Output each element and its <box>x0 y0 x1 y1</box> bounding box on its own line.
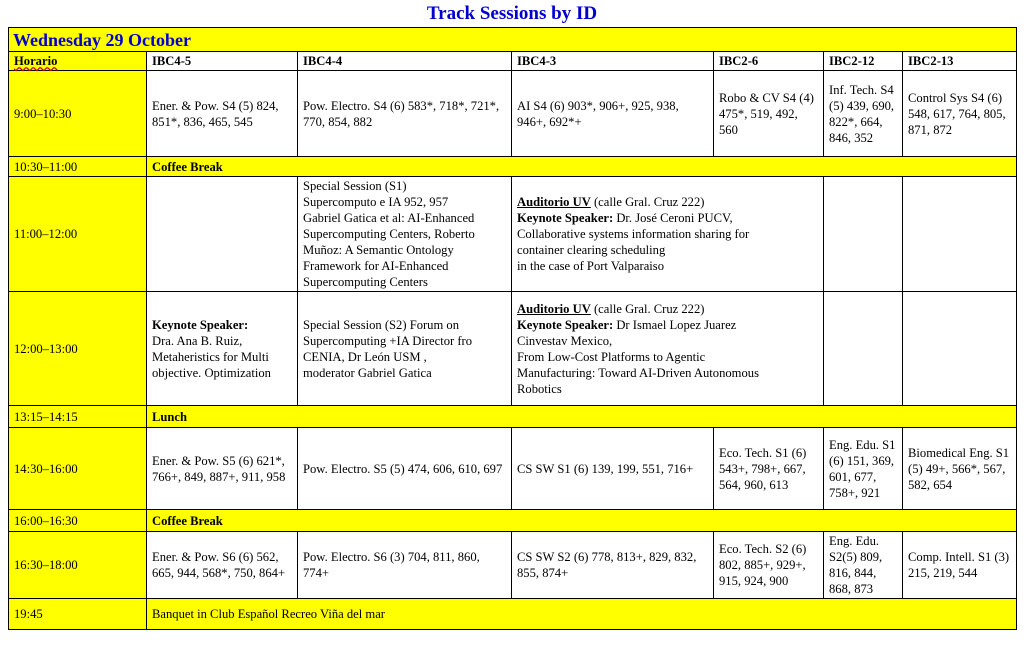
time-cell: 16:30–18:00 <box>9 532 147 599</box>
session-cell: Eco. Tech. S2 (6) 802, 885+, 929+, 915, 924, 900 <box>714 532 824 599</box>
session-cell: Eng. Edu. S2(5) 809, 816, 844, 868, 873 <box>824 532 903 599</box>
session-cell: Control Sys S4 (6) 548, 617, 764, 805, 871, 872 <box>903 71 1017 157</box>
header-horario: Horario <box>9 52 147 71</box>
table-row <box>9 599 1017 630</box>
time-cell: 13:15–14:15 <box>9 406 147 428</box>
header-ibc2-6: IBC2-6 <box>714 52 824 71</box>
keynote-ceroni: Auditorio UV (calle Gral. Cruz 222) Keynote Speaker: Dr. José Ceroni PUCV, Collaborative systems information sharing for container clearing scheduling in the case of Port Valparaiso <box>512 177 824 292</box>
table-row <box>9 532 1017 599</box>
session-cell: Biomedical Eng. S1 (5) 49+, 566*, 567, 582, 654 <box>903 428 1017 510</box>
day-row <box>9 28 1017 52</box>
session-cell: CS SW S2 (6) 778, 813+, 829, 832, 855, 874+ <box>512 532 714 599</box>
session-cell: Eco. Tech. S1 (6) 543+, 798+, 667, 564, 960, 613 <box>714 428 824 510</box>
session-cell: Robo & CV S4 (4) 475*, 519, 492, 560 <box>714 71 824 157</box>
special-session-s1: Special Session (S1) Supercomputo e IA 952, 957 Gabriel Gatica et al: AI-Enhanced Supercomputing Centers, Roberto Muñoz: A Semantic Ontology Framework for AI-Enhanced Supercomputing Centers <box>298 177 512 292</box>
time-cell: 9:00–10:30 <box>9 71 147 157</box>
empty-cell <box>824 292 903 406</box>
day-heading: Wednesday 29 October <box>9 28 1017 52</box>
empty-cell <box>824 177 903 292</box>
schedule-table <box>8 27 1017 630</box>
header-ibc4-3: IBC4-3 <box>512 52 714 71</box>
session-cell: Inf. Tech. S4 (5) 439, 690, 822*, 664, 846, 352 <box>824 71 903 157</box>
session-cell: Ener. & Pow. S6 (6) 562, 665, 944, 568*, 750, 864+ <box>147 532 298 599</box>
keynote-lopez: Auditorio UV (calle Gral. Cruz 222) Keynote Speaker: Dr Ismael Lopez Juarez Cinvestav Mexico, From Low-Cost Platforms to Agentic Manufacturing: Toward AI-Driven Autonomous Robotics <box>512 292 824 406</box>
special-session-s2: Special Session (S2) Forum on Supercomputing +IA Director fro CENIA, Dr León USM , moderator Gabriel Gatica <box>298 292 512 406</box>
time-cell: 14:30–16:00 <box>9 428 147 510</box>
header-ibc4-5: IBC4-5 <box>147 52 298 71</box>
lunch-break: Lunch <box>147 406 1017 428</box>
coffee-break: Coffee Break <box>147 157 1017 177</box>
page-title: Track Sessions by ID <box>426 3 598 24</box>
session-cell: AI S4 (6) 903*, 906+, 925, 938, 946+, 692*+ <box>512 71 714 157</box>
session-cell: Pow. Electro. S6 (3) 704, 811, 860, 774+ <box>298 532 512 599</box>
header-ibc2-12: IBC2-12 <box>824 52 903 71</box>
table-row <box>9 157 1017 177</box>
keynote-ruiz: Keynote Speaker: Dra. Ana B. Ruiz, Metaheristics for Multi objective. Optimization <box>147 292 298 406</box>
table-row <box>9 406 1017 428</box>
session-cell: Pow. Electro. S4 (6) 583*, 718*, 721*, 770, 854, 882 <box>298 71 512 157</box>
header-ibc2-13: IBC2-13 <box>903 52 1017 71</box>
table-row <box>9 510 1017 532</box>
session-cell: Ener. & Pow. S4 (5) 824, 851*, 836, 465, 545 <box>147 71 298 157</box>
session-cell: Eng. Edu. S1 (6) 151, 369, 601, 677, 758+, 921 <box>824 428 903 510</box>
session-cell: Ener. & Pow. S5 (6) 621*, 766+, 849, 887+, 911, 958 <box>147 428 298 510</box>
time-cell: 19:45 <box>9 599 147 630</box>
empty-cell <box>903 177 1017 292</box>
header-ibc4-4: IBC4-4 <box>298 52 512 71</box>
coffee-break: Coffee Break <box>147 510 1017 532</box>
table-row <box>9 428 1017 510</box>
time-cell: 12:00–13:00 <box>9 292 147 406</box>
empty-cell <box>903 292 1017 406</box>
table-row <box>9 292 1017 406</box>
header-row <box>9 52 1017 71</box>
session-cell: Comp. Intell. S1 (3) 215, 219, 544 <box>903 532 1017 599</box>
table-row <box>9 71 1017 157</box>
session-cell: CS SW S1 (6) 139, 199, 551, 716+ <box>512 428 714 510</box>
banquet: Banquet in Club Español Recreo Viña del mar <box>147 599 1017 630</box>
time-cell: 11:00–12:00 <box>9 177 147 292</box>
time-cell: 16:00–16:30 <box>9 510 147 532</box>
empty-cell <box>147 177 298 292</box>
time-cell: 10:30–11:00 <box>9 157 147 177</box>
session-cell: Pow. Electro. S5 (5) 474, 606, 610, 697 <box>298 428 512 510</box>
table-row <box>9 177 1017 292</box>
